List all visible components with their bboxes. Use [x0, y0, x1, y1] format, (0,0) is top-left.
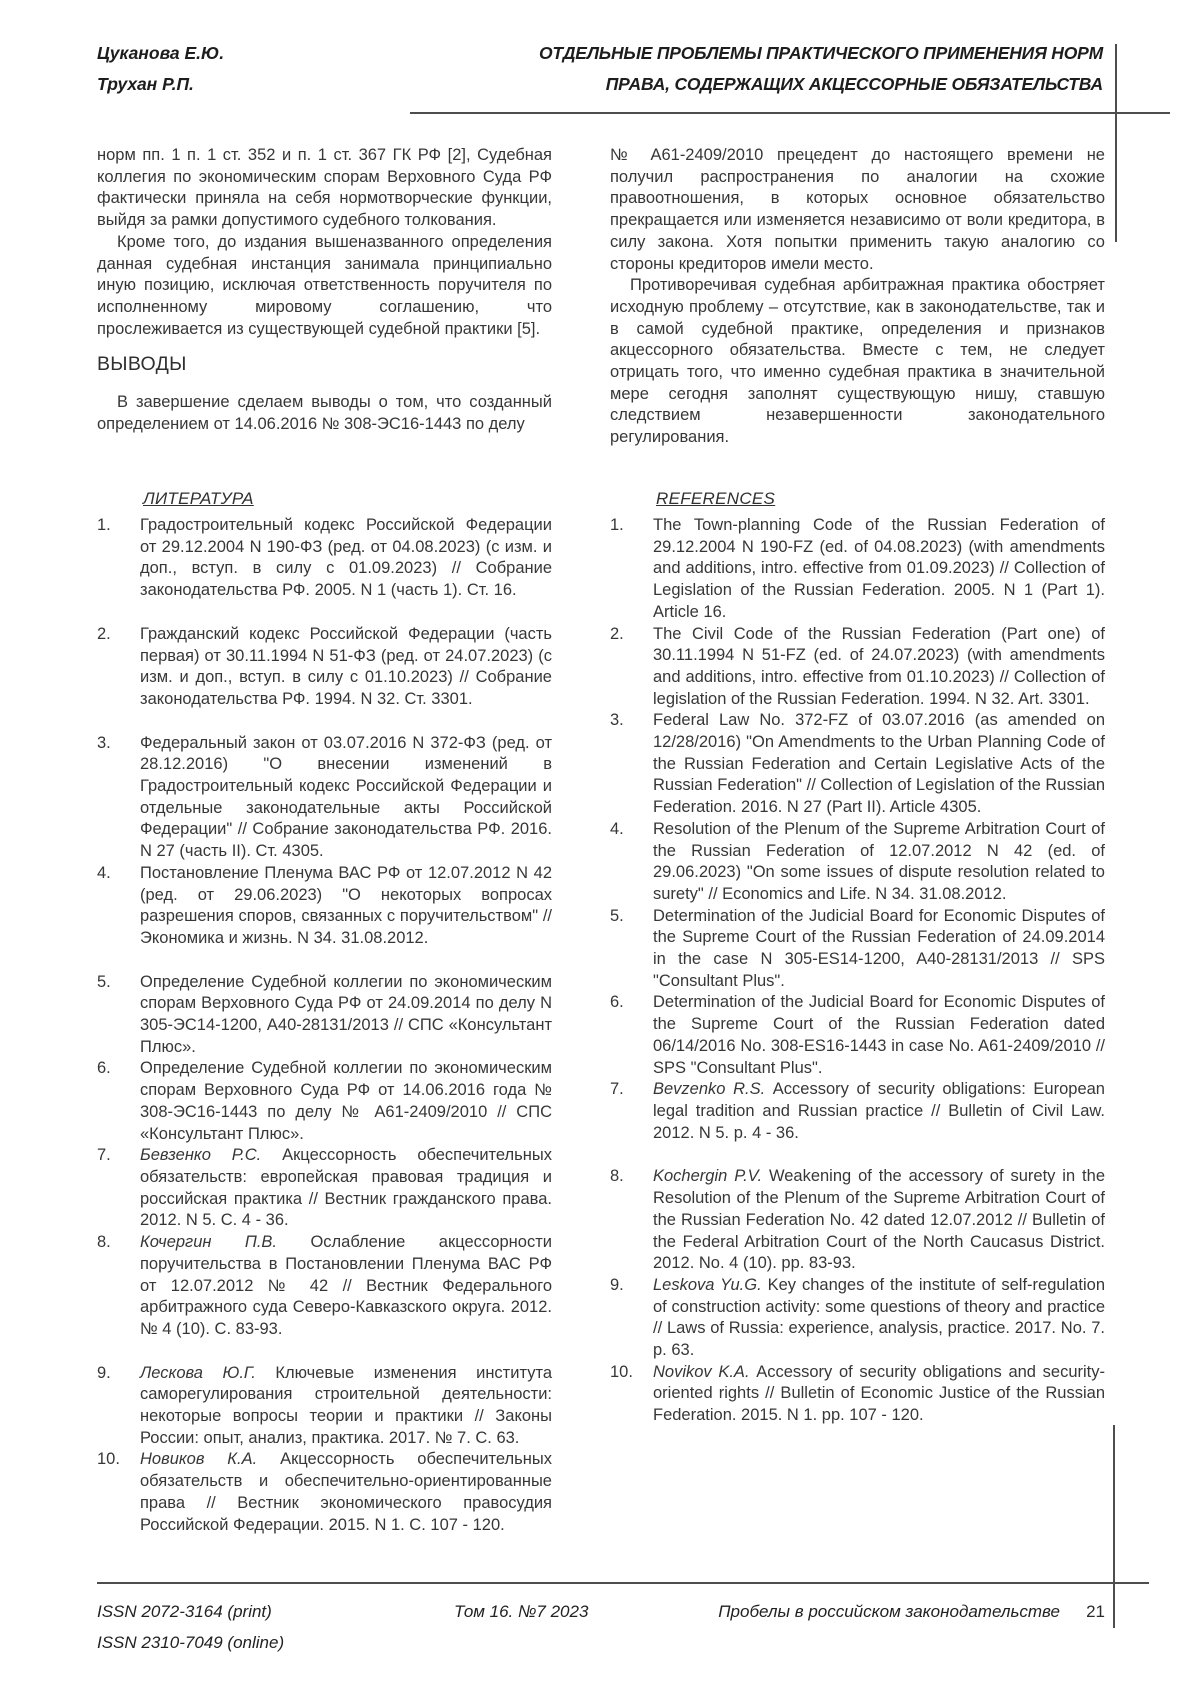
references-heading: REFERENCES	[656, 489, 776, 508]
reference-item	[610, 819, 1105, 906]
corner-rule-bottom	[1113, 1425, 1115, 1628]
left-intro-paragraphs	[97, 145, 552, 340]
volume-info: Том 16. №7 2023	[454, 1602, 589, 1621]
reference-item	[610, 710, 1105, 819]
author-name: Novikov K.A.	[653, 1362, 757, 1381]
item-text: Determination of the Judicial Board for Economic Disputes of the Supreme Court of the Russian Federation of 24.09.2014 in the case N 305-ES14-1200, A40-28131/2013 // SPS "Consultant Plus".	[653, 906, 1105, 990]
item-number: 7.	[610, 1080, 624, 1099]
item-number: 7.	[97, 1146, 111, 1165]
reference-item	[610, 992, 1105, 1079]
item-number: 8.	[97, 1233, 111, 1252]
item-number: 1.	[610, 516, 624, 534]
item-text: Novikov K.A. Accessory of security obligations and security-oriented rights // Bulletin of Economic Justice of the Russian Federation. 2015. N 1. pp. 107 - 120.	[653, 1362, 1105, 1425]
footer-rule	[97, 1582, 1149, 1584]
reference-item	[610, 1166, 1105, 1275]
item-number: 2.	[97, 624, 111, 643]
reference-item	[97, 863, 552, 950]
reference-item	[97, 1363, 552, 1450]
item-text: Лескова Ю.Г. Ключевые изменения института саморегулирования строительной деятельности: некоторые вопросы теории и практики // Законы России: опыт, анализ, практика. 2017. № 7. С. 63.	[140, 1363, 553, 1447]
item-number: 9.	[610, 1275, 624, 1294]
item-text: Новиков К.А. Акцессорность обеспечительных обязательств и обеспечительно-ориентированные права // Вестник экономического правосудия Российской Федерации. 2015. N 1. С. 107 - 120.	[140, 1450, 552, 1534]
reference-item	[97, 515, 552, 602]
author-name: Bevzenko R.S.	[653, 1080, 773, 1099]
article-title-line-2: ПРАВА, СОДЕРЖАЩИХ АКЦЕССОРНЫЕ ОБЯЗАТЕЛЬСТВА	[605, 74, 1103, 94]
item-number: 4.	[610, 819, 624, 838]
item-text: Kochergin P.V. Weakening of the accessory of surety in the Resolution of the Plenum of the Supreme Arbitration Court of the Russian Federation No. 42 dated 12.07.2012 // Bulletin of the Federal Arbitration Court of the North Caucasus District. 2012. No. 4 (10). pp. 83-93.	[653, 1167, 1105, 1273]
item-text: Resolution of the Plenum of the Supreme Arbitration Court of the Russian Federation of 12.07.2012 N 42 (ed. of 29.06.2023) "On some issues of dispute resolution related to surety" // Economics and Life. N 34. 31.08.2012.	[653, 819, 1105, 903]
conclusion-paragraph: В завершение сделаем выводы о том, что созданный определением от 14.06.2016 № 308-ЭС16-1443 по делу	[97, 393, 552, 434]
paragraph: норм пп. 1 п. 1 ст. 352 и п. 1 ст. 367 ГК РФ [2], Судебная коллегия по экономическим спорам Верховного Суда РФ фактически приняла на себя нормотворческие функции, выйдя за рамки допустимого судебного толкования.	[97, 146, 552, 230]
author-name: Kochergin P.V.	[653, 1167, 769, 1186]
corner-rule-top	[1115, 44, 1117, 242]
item-text: The Town-planning Code of the Russian Federation of 29.12.2004 N 190-FZ (ed. of 04.08.2023) (with amendments and additions, intro. effective from 01.09.2023) // Collection of Legislation of the Russian Federation. 2005. N 1 (Part 1). Article 16.	[653, 516, 1105, 621]
item-text: Определение Судебной коллегии по экономическим спорам Верховного Суда РФ от 24.09.2014 по делу N 305-ЭС14-1200, А40-28131/2013 // СПС «Консультант Плюс».	[140, 972, 552, 1056]
item-text: Градостроительный кодекс Российской Федерации от 29.12.2004 N 190-ФЗ (ред. от 04.08.2023) (с изм. и доп., вступ. в силу с 01.09.2023) // Собрание законодательства РФ. 2005. N 1 (часть 1). Ст. 16.	[140, 516, 552, 600]
left-intro	[97, 145, 552, 490]
reference-item	[610, 1275, 1105, 1362]
item-text: Постановление Пленума ВАС РФ от 12.07.2012 N 42 (ред. от 29.06.2023) "О некоторых вопросах разрешения споров, связанных с поручительством" // Экономика и жизнь. N 34. 31.08.2012.	[140, 863, 552, 947]
literature-heading: ЛИТЕРАТУРА	[143, 489, 254, 508]
reference-item	[97, 972, 552, 1059]
author-line-1: Цуканова Е.Ю.	[97, 43, 225, 63]
issn-print: ISSN 2072-3164 (print)	[97, 1602, 272, 1621]
article-title	[539, 38, 1103, 100]
item-number: 9.	[97, 1363, 111, 1382]
item-number: 10.	[97, 1450, 120, 1469]
item-text: Определение Судебной коллегии по экономическим спорам Верховного Суда РФ от 14.06.2016 года № 308-ЭС16-1443 по делу № А61-2409/2010 // СПС «Консультант Плюс».	[140, 1059, 552, 1143]
reference-item	[97, 1145, 552, 1232]
reference-item	[97, 1232, 552, 1341]
author-name: Лескова Ю.Г.	[140, 1363, 276, 1382]
reference-item	[97, 1058, 552, 1145]
author-name: Бевзенко Р.С.	[140, 1146, 283, 1165]
author-line-2: Трухан Р.П.	[97, 74, 194, 94]
paragraph: Кроме того, до издания вышеназванного определения данная судебная инстанция занимала принципиально иную позицию, исключая ответственность поручителя по исполненному мировому соглашению, что прослеживается из существующей судебной практики [5].	[97, 232, 552, 338]
item-text: Federal Law No. 372-FZ of 03.07.2016 (as amended on 12/28/2016) "On Amendments to the Urban Planning Code of the Russian Federation and Certain Legislative Acts of the Russian Federation" // Collection of Legislation of the Russian Federation. 2016. N 27 (Part II). Article 4305.	[653, 711, 1105, 817]
right-intro-paragraphs	[610, 145, 1105, 449]
paragraph: Противоречивая судебная арбитражная практика обостряет исходную проблему – отсутствие, как в законодательстве, так и в самой судебной практике, определения и признаков акцессорного обязательства. Вместе с тем, не следует отрицать того, что именно судебная практика в значительной мере сегодня заполнят существующую нишу, ставшую следствием незавершенности законодательного регулирования.	[610, 276, 1105, 447]
item-number: 6.	[610, 993, 624, 1012]
footer	[97, 1596, 1105, 1666]
reference-item	[610, 624, 1105, 711]
item-text: Bevzenko R.S. Accessory of security obligations: European legal tradition and Russian practice // Bulletin of Civil Law. 2012. N 5. p. 4 - 36.	[653, 1080, 1105, 1142]
item-number: 8.	[610, 1167, 624, 1186]
item-text: Кочергин П.В. Ослабление акцессорности поручительства в Постановлении Пленума ВАС РФ от 12.07.2012 № 42 // Вестник Федерального арбитражного суда Северо-Кавказского округа. 2012. № 4 (10). С. 83-93.	[140, 1233, 552, 1338]
item-text: Гражданский кодекс Российской Федерации (часть первая) от 30.11.1994 N 51-ФЗ (ред. от 24.07.2023) (с изм. и доп., вступ. в силу с 01.10.2023) // Собрание законодательства РФ. 1994. N 32. Ст. 3301.	[140, 624, 552, 708]
issn-block	[97, 1596, 284, 1658]
item-number: 10.	[610, 1362, 633, 1381]
issn-online: ISSN 2310-7049 (online)	[97, 1633, 285, 1652]
item-text: Федеральный закон от 03.07.2016 N 372-ФЗ (ред. от 28.12.2016) "О внесении изменений в Градостроительный кодекс Российской Федерации и отдельные законодательные акты Российской Федерации" // Собрание законодательства РФ. 2016. N 27 (часть II). Ст. 4305.	[140, 733, 552, 861]
item-number: 1.	[97, 516, 111, 534]
reference-item	[97, 733, 552, 863]
reference-item	[610, 1362, 1105, 1427]
conclusions-heading: ВЫВОДЫ	[97, 353, 187, 376]
literature-list	[97, 515, 552, 1536]
reference-item	[97, 1449, 552, 1536]
reference-item	[610, 515, 1105, 624]
item-number: 3.	[97, 733, 111, 752]
reference-item	[610, 906, 1105, 993]
references-list	[610, 515, 1105, 1427]
item-number: 5.	[610, 906, 624, 925]
author-name: Leskova Yu.G.	[653, 1275, 768, 1294]
article-title-line-1: ОТДЕЛЬНЫЕ ПРОБЛЕМЫ ПРАКТИЧЕСКОГО ПРИМЕНЕНИЯ НОРМ	[538, 43, 1103, 63]
item-number: 2.	[610, 624, 624, 643]
author-name: Кочергин П.В.	[140, 1233, 311, 1252]
content	[97, 145, 1105, 1536]
item-text: Бевзенко Р.С. Акцессорность обеспечительных обязательств: европейская правовая традиция и российская практика // Вестник гражданского права. 2012. N 5. С. 4 - 36.	[140, 1146, 553, 1230]
reference-item	[610, 1079, 1105, 1144]
paragraph: № А61-2409/2010 прецедент до настоящего времени не получил распространения по аналогии на схожие правоотношения, в которых основное обязательство прекращается или изменяется независимо от воли кредитора, в силу закона. Хотя попытки применить такую аналогию со стороны кредиторов имели место.	[610, 146, 1105, 273]
page-number: 21	[1086, 1602, 1105, 1621]
author-block	[97, 38, 224, 100]
item-text: Determination of the Judicial Board for Economic Disputes of the Supreme Court of the Russian Federation dated 06/14/2016 No. 308-ES16-1443 in case No. A61-2409/2010 // SPS "Consultant Plus".	[653, 993, 1105, 1077]
item-number: 5.	[97, 972, 111, 991]
item-text: Leskova Yu.G. Key changes of the institute of self-regulation of construction activity: some questions of theory and practice // Laws of Russia: experience, analysis, practice. 2017. No. 7. p. 63.	[653, 1275, 1105, 1360]
right-column	[610, 145, 1105, 1536]
item-number: 3.	[610, 711, 624, 730]
journal-name: Пробелы в российском законодательстве	[718, 1602, 1060, 1621]
item-number: 4.	[97, 863, 111, 882]
right-intro	[610, 145, 1105, 490]
reference-item	[97, 624, 552, 711]
header-rule	[410, 112, 1170, 114]
left-column	[97, 145, 552, 1536]
item-text: The Civil Code of the Russian Federation (Part one) of 30.11.1994 N 51-FZ (ed. of 24.07.2023) (with amendments and additions, intro. effective from 01.10.2023) // Collection of legislation of the Russian Federation. 1994. N 32. Art. 3301.	[653, 624, 1105, 708]
author-name: Новиков К.А.	[140, 1450, 281, 1469]
item-number: 6.	[97, 1059, 111, 1078]
